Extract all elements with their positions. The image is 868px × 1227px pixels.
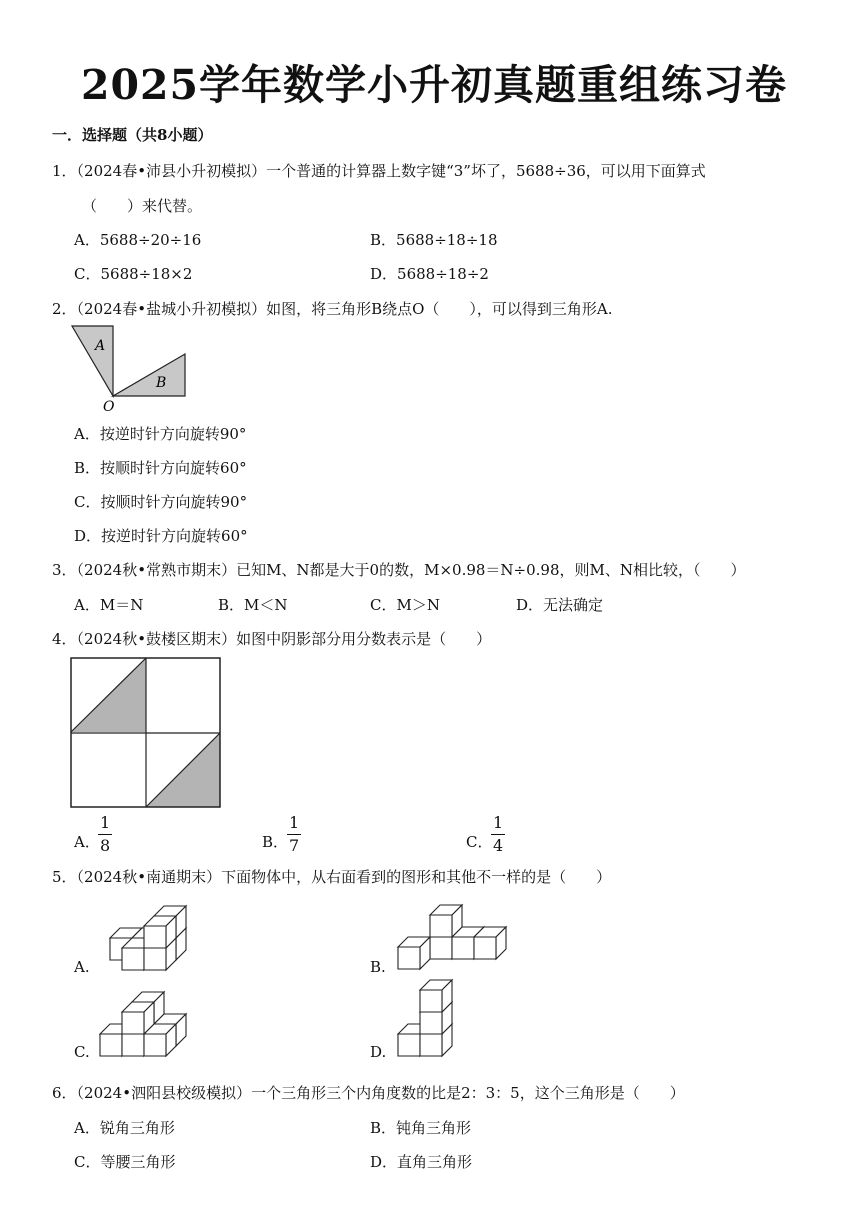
- section-heading: 一．选择题（共8小题）: [52, 126, 213, 144]
- unit-cube: [398, 937, 430, 969]
- q4-option-b-fraction: [287, 815, 301, 854]
- fraction-numerator: 1: [289, 813, 300, 832]
- q6-option-c: C．等腰三角形: [74, 1153, 176, 1171]
- unit-cube: [474, 927, 506, 959]
- fraction-denominator: 8: [100, 836, 111, 855]
- fraction-denominator: 7: [289, 836, 300, 855]
- triangle-b: [113, 354, 185, 396]
- q4-option-a-fraction: [98, 815, 112, 854]
- unit-cube: [144, 916, 176, 948]
- q3-option-a: A．M＝N: [74, 596, 144, 614]
- label-a: A: [95, 338, 106, 354]
- q1-option-d: D．5688÷18÷2: [370, 265, 489, 283]
- unit-cube: [430, 905, 462, 937]
- q5-option-c-letter: C.: [74, 1043, 90, 1061]
- q4-option-a-letter: A．: [74, 833, 100, 851]
- fraction-numerator: 1: [100, 813, 111, 832]
- unit-cube: [122, 1002, 154, 1034]
- q5-option-a-letter: A.: [74, 958, 90, 976]
- q1-option-a: A．5688÷20÷16: [74, 231, 202, 249]
- q1-stem: 1．（2024春•沛县小升初模拟）一个普通的计算器上数字键“3”坏了，5688÷36，可以用下面算式: [52, 162, 706, 180]
- q5-option-b-cubes: [396, 896, 496, 971]
- page-title: 2025学年数学小升初真题重组练习卷: [80, 61, 788, 109]
- q4-option-c-fraction: [491, 815, 505, 854]
- q2-option-b: B．按顺时针方向旋转60°: [74, 459, 247, 477]
- q2-stem: 2．（2024春•盐城小升初模拟）如图，将三角形B绕点O（ ），可以得到三角形A.: [52, 300, 613, 318]
- q1-stem-continued: （ ）来代替。: [82, 197, 203, 215]
- q1-option-b: B．5688÷18÷18: [370, 231, 498, 249]
- label-b: B: [156, 375, 167, 391]
- q3-stem: 3．（2024秋•常熟市期末）已知M、N都是大于0的数，M×0.98＝N÷0.98，则M、N相比较，（ ）: [52, 561, 746, 579]
- q3-option-d: D．无法确定: [516, 596, 604, 614]
- q6-option-b: B．钝角三角形: [370, 1119, 472, 1137]
- fraction-denominator: 4: [493, 836, 504, 855]
- q5-option-c-cubes: [98, 998, 220, 1058]
- label-o: O: [103, 399, 115, 415]
- triangle-a: [72, 326, 113, 396]
- q5-stem: 5．（2024秋•南通期末）下面物体中，从右面看到的图形和其他不一样的是（ ）: [52, 868, 612, 886]
- q5-option-a-cubes: [98, 897, 190, 972]
- q3-option-b: B．M＜N: [218, 596, 288, 614]
- q2-option-c: C．按顺时针方向旋转90°: [74, 493, 248, 511]
- q5-option-b-letter: B.: [370, 958, 386, 976]
- q4-stem: 4．（2024秋•鼓楼区期末）如图中阴影部分用分数表示是（ ）: [52, 630, 492, 648]
- q1-option-c: C．5688÷18×2: [74, 265, 193, 283]
- q2-option-a: A．按逆时针方向旋转90°: [74, 425, 247, 443]
- q6-option-d: D．直角三角形: [370, 1153, 473, 1171]
- q6-option-a: A．锐角三角形: [74, 1119, 175, 1137]
- q6-stem: 6．（2024•泗阳县校级模拟）一个三角形三个内角度数的比是2：3：5，这个三角形是（ ）: [52, 1084, 685, 1102]
- q2-option-d: D．按逆时针方向旋转60°: [74, 527, 248, 545]
- q4-shaded-square-figure: [70, 657, 222, 809]
- q2-rotation-figure: [68, 322, 198, 417]
- q4-option-b-letter: B．: [262, 833, 289, 851]
- q3-option-c: C．M＞N: [370, 596, 440, 614]
- q4-option-c-letter: C．: [466, 833, 493, 851]
- q5-option-d-letter: D.: [370, 1043, 387, 1061]
- unit-cube: [420, 980, 452, 1012]
- q5-option-d-cubes: [396, 992, 460, 1058]
- fraction-numerator: 1: [493, 813, 504, 832]
